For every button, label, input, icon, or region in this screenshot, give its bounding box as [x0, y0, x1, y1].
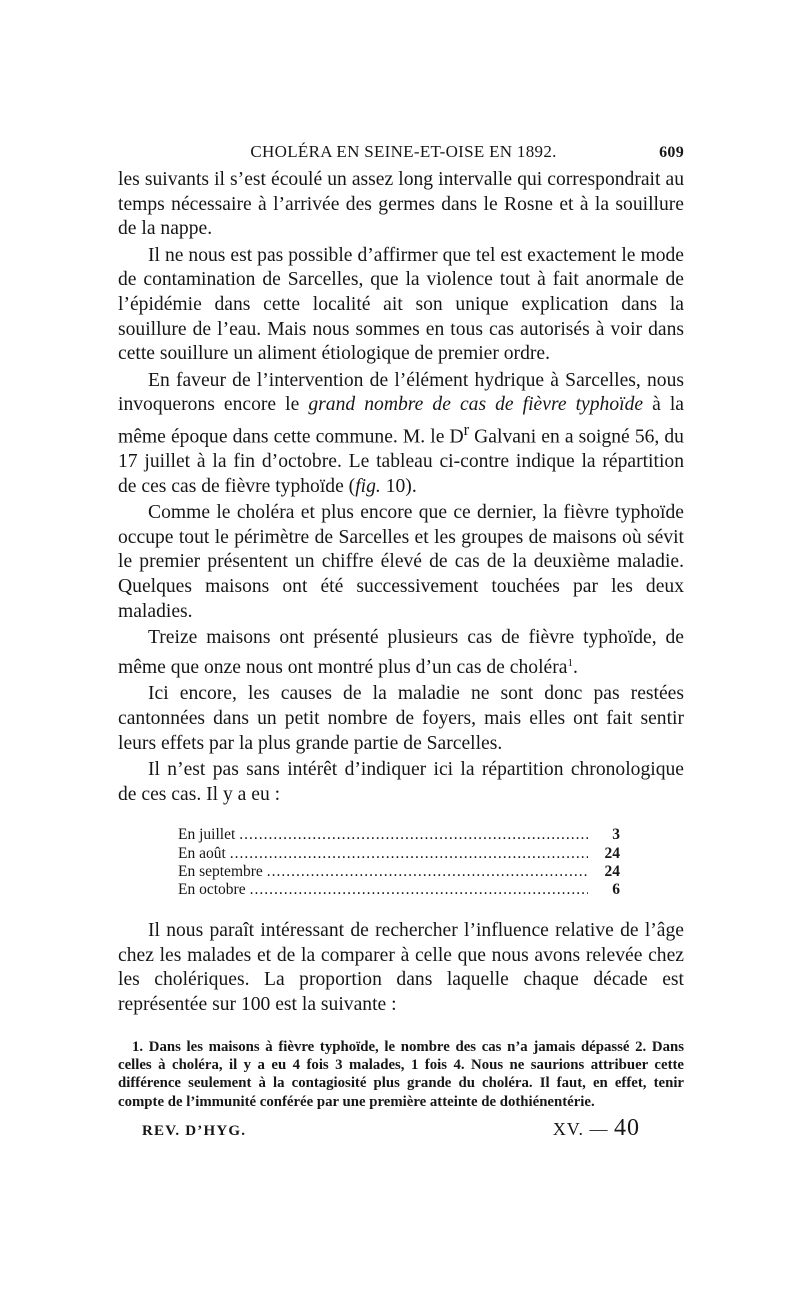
text-run: 10). [380, 475, 417, 497]
case-count: 6 [612, 880, 620, 898]
footnote-marker: 1 [567, 656, 573, 669]
text-run: En faveur de l’intervention de l’élément hydrique à Sarcelles, nous invoquerons encore le [118, 369, 684, 416]
text-run: les suivants il s’est écoulé un assez long intervalle qui correspondrait au temps nécessaire à l’arrivée des germes dans le Rosne et à la souillure de la nappe. [118, 169, 684, 240]
paragraph [118, 919, 684, 1017]
footnotes [118, 1038, 684, 1112]
paragraph [118, 244, 684, 367]
signature-line [118, 1115, 684, 1142]
page [118, 142, 684, 1142]
table-row [178, 845, 620, 863]
text-run: Il ne nous est pas possible d’affirmer que tel est exactement le mode de contamination de Sarcelles, que la violence tout à fait anormale de l’épidémie dans cette localité ait son unique explication dans la souillure de l’eau. Mais nous sommes en tous cas autorisés à voir dans cette souillure un aliment étiologique de premier ordre. [118, 244, 684, 365]
text-run: . [572, 656, 578, 678]
paragraph [118, 369, 684, 500]
text-run: Galvani en a soigné 56, du 17 juillet à la fin d’octobre. Le tableau ci-contre indique la répartition de ces cas de fièvre typhoïde ( [118, 426, 684, 497]
case-count: 3 [612, 826, 620, 844]
leader-dots [239, 826, 588, 844]
month-label: En juillet [178, 826, 236, 844]
paragraph [118, 501, 684, 624]
sheet-signature [553, 1115, 640, 1142]
monthly-cases-table [178, 826, 620, 899]
footnote: 1. Dans les maisons à fièvre typhoïde, le nombre des cas n’a jamais dépassé 2. Dans celles à choléra, il y a eu 4 fois 3 malades, 1 fois 4. Nous ne saurions attribuer cette différence seulement à la contagiosité plus grande du choléra. Il faut, en effet, tenir compte de l’immunité conférée par une première atteinte de dothiénentérie. [118, 1038, 684, 1110]
paragraph [118, 626, 684, 680]
case-count: 24 [604, 862, 620, 880]
table-row [178, 863, 620, 881]
figure-ref: fig. [355, 475, 381, 497]
body-text-continued [118, 919, 684, 1017]
case-count: 24 [604, 844, 620, 862]
month-label: En octobre [178, 880, 246, 898]
table-row [178, 881, 620, 899]
page-number: 609 [659, 144, 684, 161]
text-run: Il nous paraît intéressant de rechercher l’influence relative de l’âge chez les malades et de la comparer à celle que nous avons relevée chez les cholériques. La proportion dans laquelle chaque décade est représentée sur 100 est la suivante : [118, 920, 684, 1015]
text-run: Il n’est pas sans intérêt d’indiquer ici la répartition chronologique de ces cas. Il y a eu : [118, 759, 684, 805]
paragraph [118, 682, 684, 756]
body-text [118, 168, 684, 807]
superscript: r [463, 419, 470, 439]
text-run: à la même époque dans cette commune. M. le D [118, 394, 684, 448]
journal-abbreviation: REV. D’HYG. [142, 1123, 247, 1140]
text-run: Ici encore, les causes de la maladie ne sont donc pas restées cantonnées dans un petit nombre de foyers, mais elles ont fait sentir leurs effets par la plus grande partie de Sarcelles. [118, 683, 684, 754]
month-label: En septembre [178, 862, 263, 880]
paragraph [118, 168, 684, 242]
running-title: CHOLÉRA EN SEINE-ET-OISE EN 1892. [250, 142, 557, 161]
sheet-number: 40 [614, 1115, 640, 1142]
text-run: Treize maisons ont présenté plusieurs cas de fièvre typhoïde, de même que onze nous ont montré plus d’un cas de choléra [118, 627, 684, 678]
month-label: En août [178, 844, 226, 862]
leader-dots [250, 881, 588, 899]
italic-phrase: grand nombre de cas de fièvre typhoïde [308, 394, 644, 416]
volume-number: XV. — [552, 1119, 609, 1140]
table-row [178, 826, 620, 844]
running-head [118, 142, 684, 168]
leader-dots [267, 863, 588, 881]
paragraph [118, 758, 684, 807]
text-run: Comme le choléra et plus encore que ce dernier, la fièvre typhoïde occupe tout le périmètre de Sarcelles et les groupes de maisons où sévit le premier présentent un chiffre élevé de cas de la deuxième maladie. Quelques maisons ont été successivement touchées par les deux maladies. [118, 502, 684, 622]
leader-dots [230, 845, 588, 863]
